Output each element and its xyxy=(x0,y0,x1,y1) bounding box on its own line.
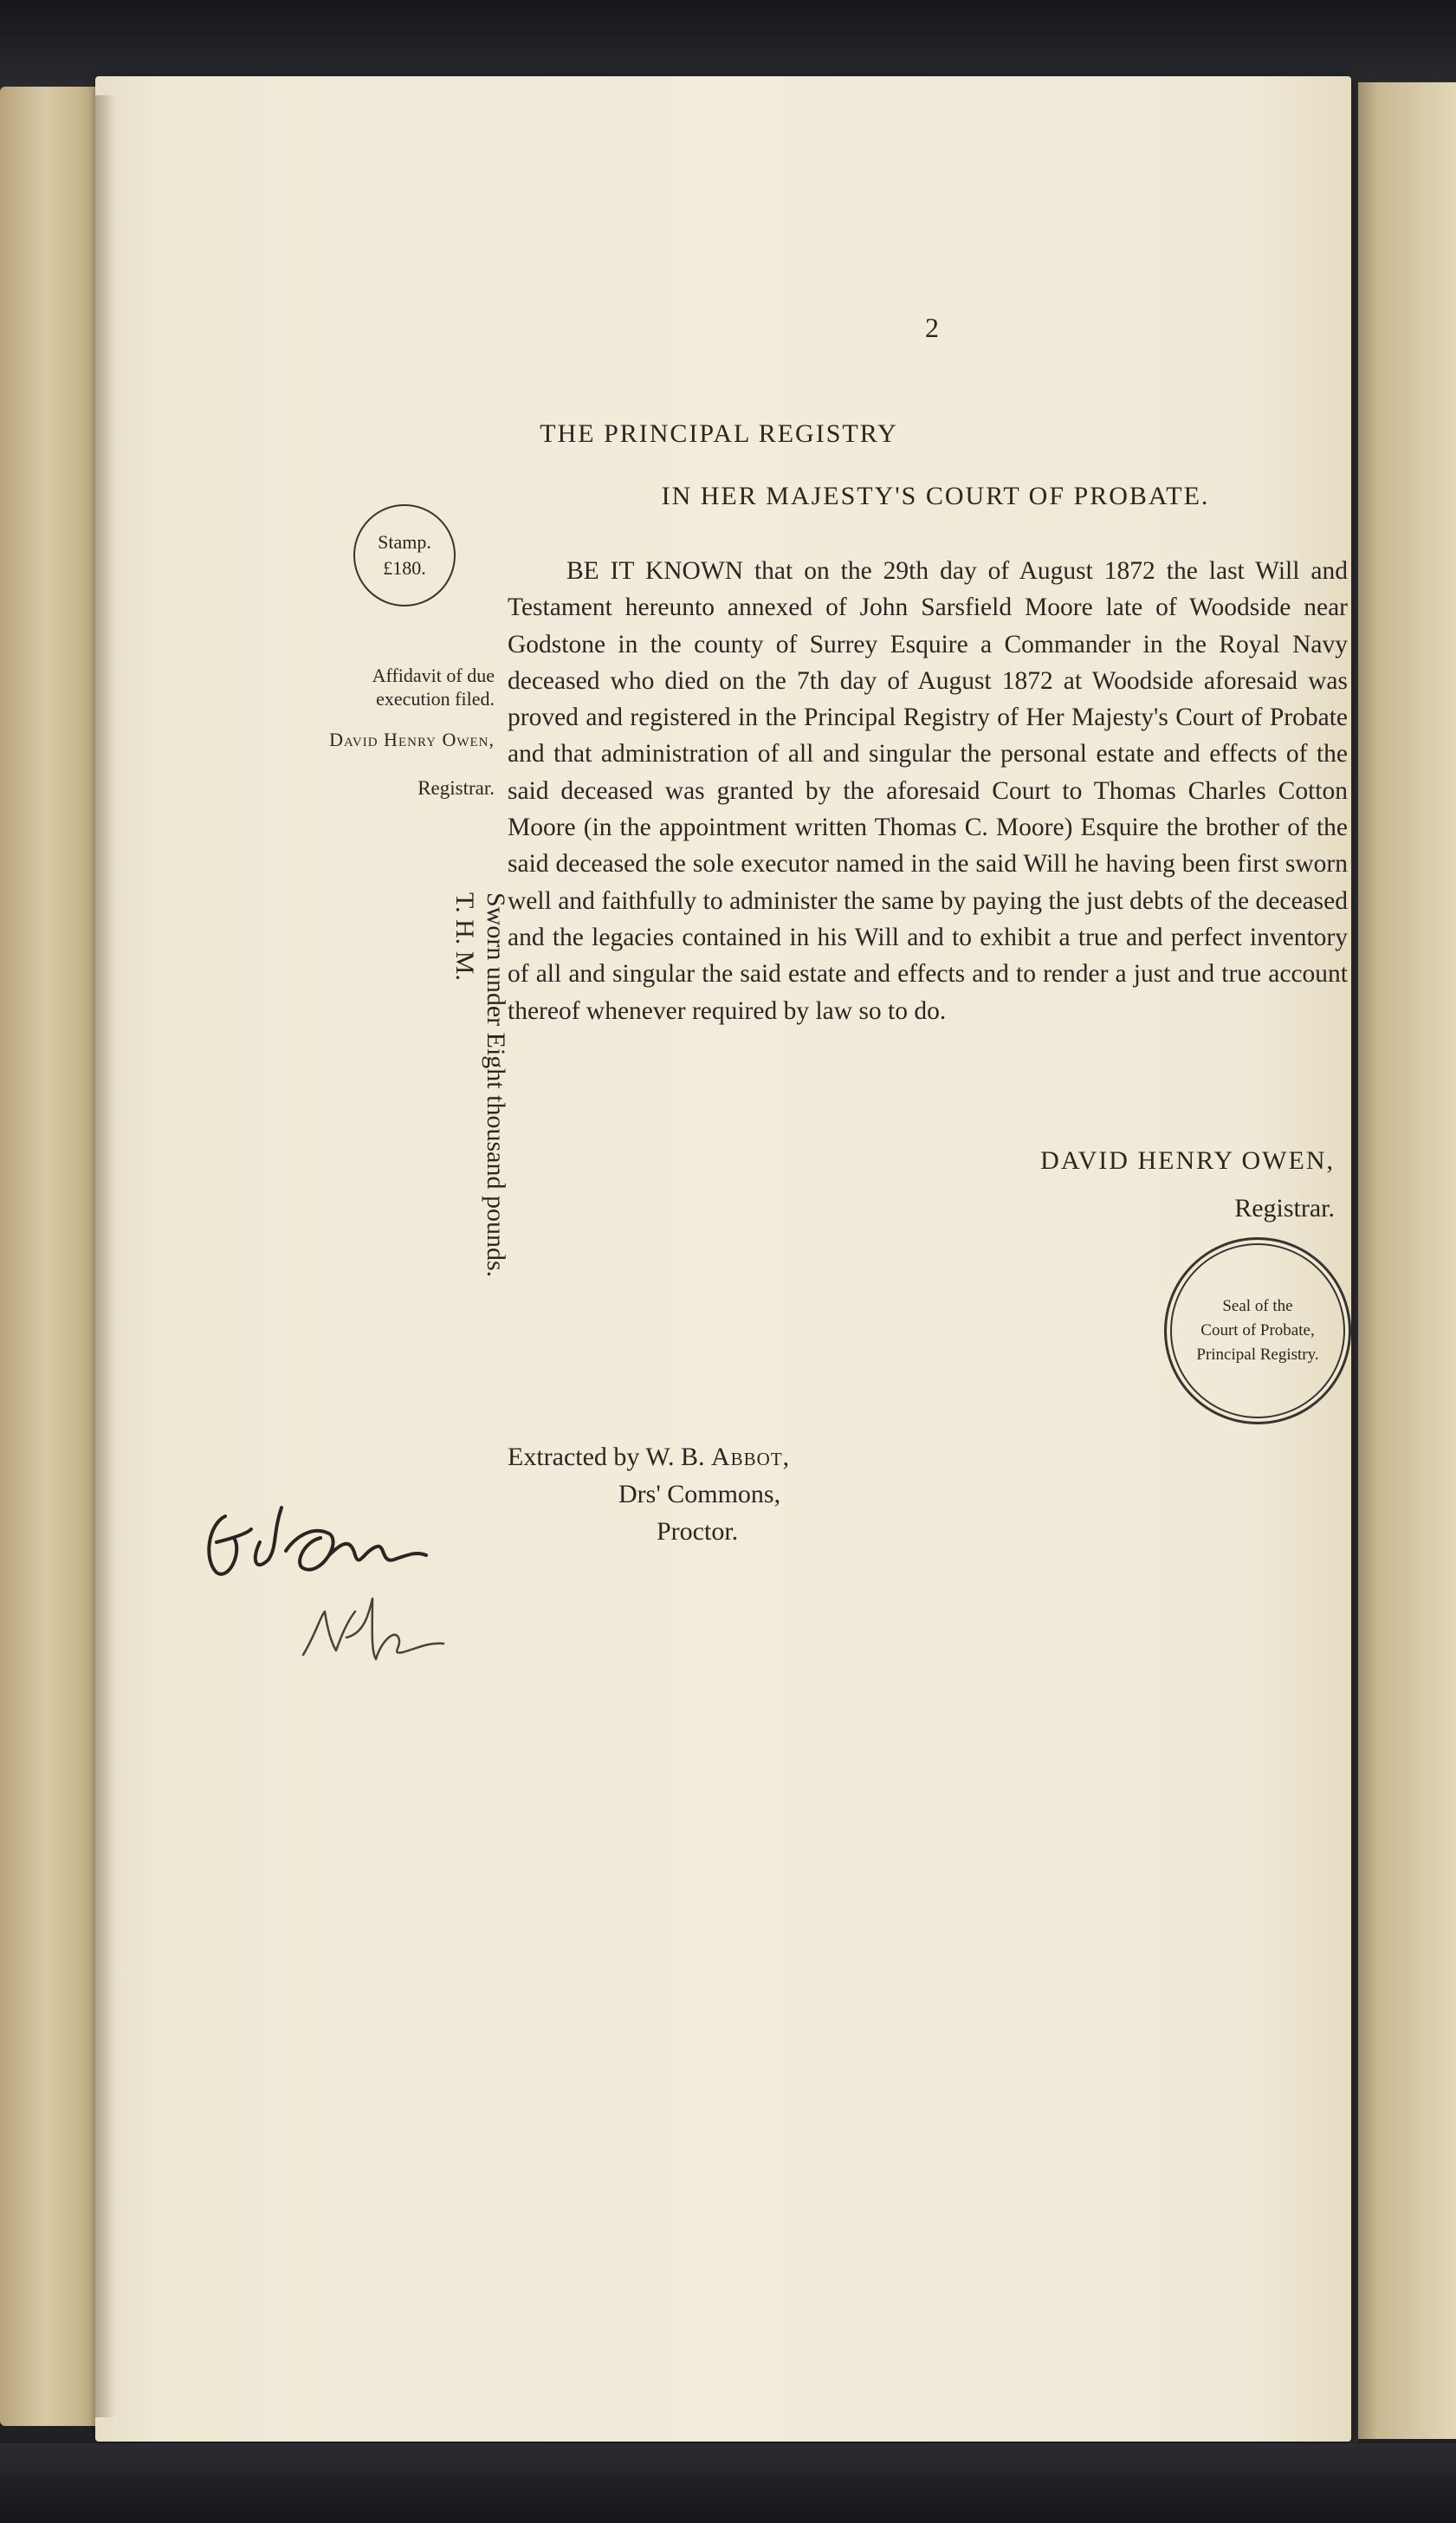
signoff-title: Registrar. xyxy=(1234,1194,1335,1223)
sworn-value-text: Sworn under Eight thousand pounds. xyxy=(482,892,510,1278)
registrar-signoff xyxy=(1040,1137,1335,1232)
court-heading: IN HER MAJESTY'S COURT OF PROBATE. xyxy=(661,482,1210,510)
signoff-name: DAVID HENRY OWEN, xyxy=(1040,1146,1335,1175)
extracted-address: Drs' Commons, xyxy=(618,1480,781,1508)
scan-backdrop-bottom xyxy=(0,2443,1456,2523)
seal-line-1: Seal of the xyxy=(1222,1297,1293,1315)
book-right-page-edges xyxy=(1351,82,1456,2439)
extracted-prefix: Extracted by W. B. xyxy=(508,1443,705,1471)
sworn-value-note xyxy=(442,892,511,1378)
margin-registrar-name: David Henry Owen, xyxy=(329,729,495,750)
stamp-amount: £180. xyxy=(383,557,426,579)
probate-paragraph: BE IT KNOWN that on the 29th day of August 1872 the last Will and Testament hereunto annexed of John Sarsfield Moore late of Woodside near Godstone in the county of Surrey Esquire a Commander in the Royal Navy deceased who died on the 7th day of August 1872 at Woodside aforesaid was proved and registered in the Principal Registry of Her Majesty's Court of Probate and that administration of all and singular the personal estate and effects of the said deceased was granted by the aforesaid Court to Thomas Charles Cotton Moore (in the appointment written Thomas C. Moore) Esquire the brother of the said deceased the sole executor named in the said Will he having been first sworn well and faithfully to administer the same by paying the just debts of the deceased and the legacies contained in his Will and to exhibit a true and perfect inventory of all and singular the said estate and effects and to render a just and true account thereof whenever required by law so to do. xyxy=(508,557,1348,1025)
stamp-label: Stamp. xyxy=(378,531,431,553)
registry-heading: THE PRINCIPAL REGISTRY xyxy=(540,419,898,448)
handwritten-signature-icon xyxy=(199,1490,433,1594)
sworn-initials: T. H. M. xyxy=(450,892,479,981)
handwritten-initials-icon xyxy=(286,1590,450,1668)
seal-line-2: Court of Probate, xyxy=(1200,1321,1315,1339)
page-number: 2 xyxy=(925,312,939,343)
duty-stamp xyxy=(353,504,456,606)
margin-registrar-title: Registrar. xyxy=(417,777,495,799)
proctor-name: Abbot, xyxy=(710,1443,791,1471)
seal-line-3: Principal Registry. xyxy=(1196,1346,1319,1364)
affidavit-note: Affidavit of due execution filed. xyxy=(372,665,495,710)
extracted-line-1 xyxy=(508,1438,790,1476)
court-seal xyxy=(1164,1237,1351,1424)
page-binding-shadow xyxy=(95,95,116,2417)
extracted-role: Proctor. xyxy=(657,1517,739,1546)
extracted-by-block xyxy=(508,1438,790,1550)
